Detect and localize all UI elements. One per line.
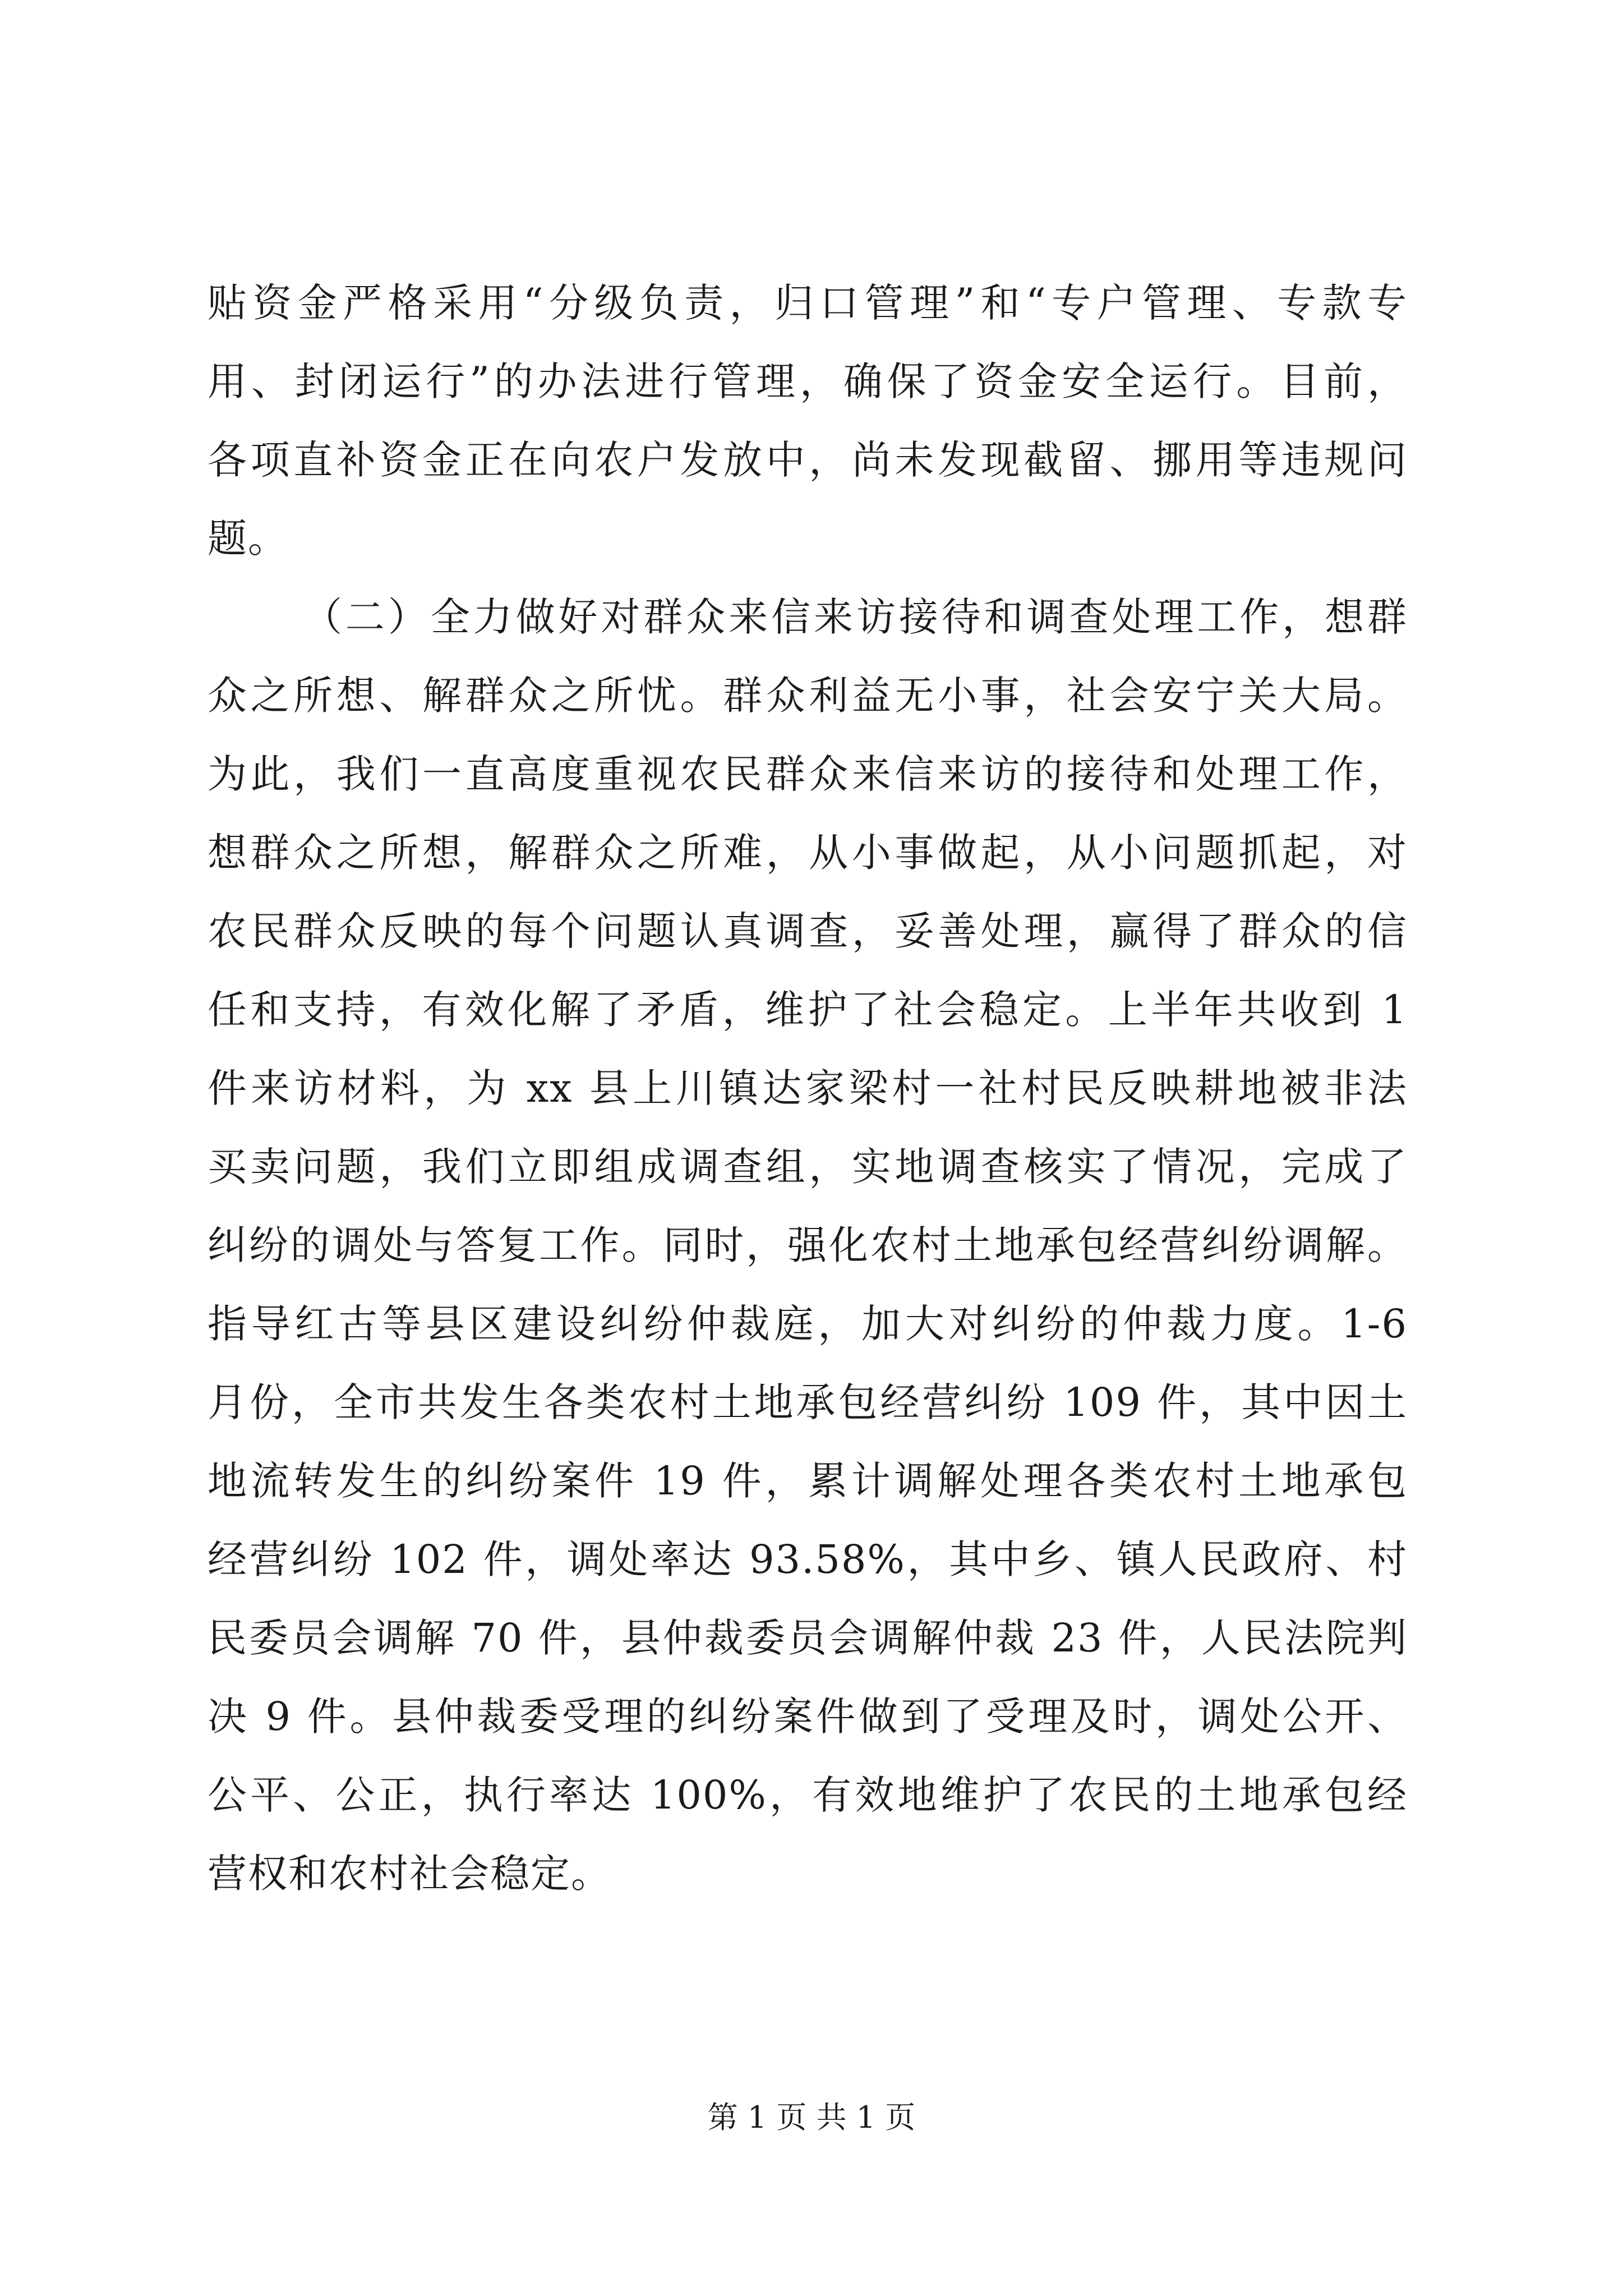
- text-line: 题。: [208, 516, 288, 562]
- text-line: 决 9 件。县仲裁委受理的纠纷案件做到了受理及时，调处公开、: [208, 1694, 1408, 1740]
- text-line: 各项直补资金正在向农户发放中，尚未发现截留、挪用等违规问: [208, 437, 1408, 483]
- text-line: 想群众之所想，解群众之所难，从小事做起，从小问题抓起，对: [208, 830, 1408, 876]
- text-line: 地流转发生的纠纷案件 19 件，累计调解处理各类农村土地承包: [208, 1458, 1408, 1504]
- section-heading-line: （二）全力做好对群众来信来访接待和调查处理工作，想群: [303, 594, 1408, 640]
- text-line: 纠纷的调处与答复工作。同时，强化农村土地承包经营纠纷调解。: [208, 1222, 1408, 1268]
- text-line: 任和支持，有效化解了矛盾，维护了社会稳定。上半年共收到 1: [208, 987, 1408, 1033]
- text-line: 为此，我们一直高度重视农民群众来信来访的接待和处理工作，: [208, 751, 1408, 797]
- text-line: 农民群众反映的每个问题认真调查，妥善处理，赢得了群众的信: [208, 908, 1408, 954]
- page-number-footer: 第 1 页 共 1 页: [707, 2100, 916, 2135]
- text-line: 月份，全市共发生各类农村土地承包经营纠纷 109 件，其中因土: [208, 1379, 1408, 1425]
- text-line: 公平、公正，执行率达 100%，有效地维护了农民的土地承包经: [208, 1772, 1408, 1818]
- text-line: 民委员会调解 70 件，县仲裁委员会调解仲裁 23 件，人民法院判: [208, 1615, 1408, 1661]
- text-line: 指导红古等县区建设纠纷仲裁庭，加大对纠纷的仲裁力度。1-6: [208, 1301, 1408, 1347]
- text-line: 买卖问题，我们立即组成调查组，实地调查核实了情况，完成了: [208, 1144, 1408, 1190]
- document-body: [208, 264, 1408, 1913]
- text-line: 件来访材料，为 xx 县上川镇达家梁村一社村民反映耕地被非法: [208, 1065, 1408, 1111]
- text-line: 经营纠纷 102 件，调处率达 93.58%，其中乡、镇人民政府、村: [208, 1536, 1408, 1582]
- text-line: 用、封闭运行”的办法进行管理，确保了资金安全运行。目前，: [208, 358, 1408, 404]
- text-line: 营权和农村社会稳定。: [208, 1851, 611, 1897]
- text-line: 众之所想、解群众之所忧。群众利益无小事，社会安宁关大局。: [208, 673, 1408, 719]
- text-line: 贴资金严格采用“分级负责，归口管理”和“专户管理、专款专: [208, 280, 1408, 326]
